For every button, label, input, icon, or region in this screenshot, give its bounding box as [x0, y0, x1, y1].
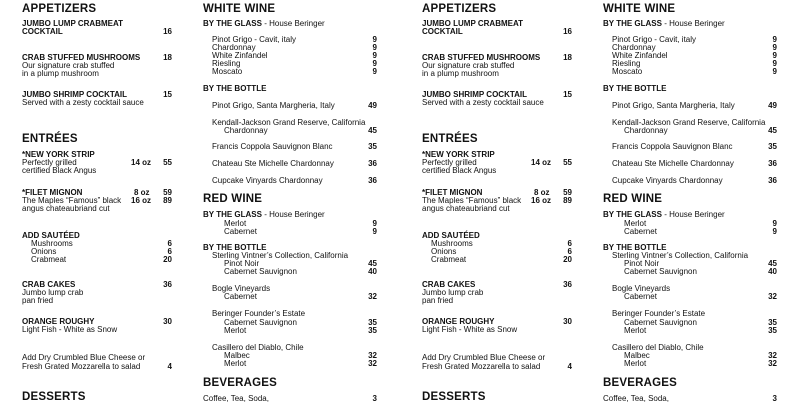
wine-price: 32 — [368, 359, 377, 368]
wine-price: 9 — [772, 35, 777, 44]
wine-price: 45 — [768, 259, 777, 268]
wine-item: Cabernet Sauvignon — [624, 267, 697, 276]
wine-price: 35 — [768, 326, 777, 335]
add-sauteed-price: 6 — [567, 247, 572, 256]
entree-name: *NEW YORK STRIP — [422, 150, 495, 159]
add-cheese-price: 4 — [567, 362, 572, 371]
entree-desc: Jumbo lump crab — [422, 288, 484, 297]
entree-price: 89 — [163, 196, 172, 205]
beverages-line: Coffee, Tea, Soda, — [603, 394, 669, 403]
by-bottle-label: BY THE BOTTLE — [603, 84, 667, 93]
beverages-price: 3 — [372, 394, 377, 403]
wine-price: 9 — [372, 43, 377, 52]
add-cheese-text: Add Dry Crumbled Blue Cheese or — [22, 353, 146, 362]
wine-price: 9 — [372, 51, 377, 60]
wine-price: 32 — [768, 292, 777, 301]
wine-item: Chardonnay — [212, 43, 256, 52]
entree-desc: angus chateaubriand cut — [422, 204, 510, 213]
wine-producer: Casillero del Diablo, Chile — [612, 343, 704, 352]
red-wine-heading: RED WINE — [203, 193, 263, 205]
entree-desc: The Maples “Famous” black — [422, 196, 522, 205]
wine-item: Merlot — [624, 219, 647, 228]
add-cheese-text: Fresh Grated Mozzarella to salad — [422, 362, 541, 371]
entree-price: 89 — [563, 196, 572, 205]
appetizers-heading: APPETIZERS — [22, 3, 97, 15]
entree-desc: Perfectly grilled — [22, 158, 77, 167]
wine-item: Malbec — [224, 351, 250, 360]
wine-price: 49 — [368, 101, 377, 110]
entree-desc: Jumbo lump crab — [22, 288, 84, 297]
wine-item: Cupcake Vinyards Chardonnay — [612, 176, 723, 185]
wine-item: Cabernet Sauvignon — [624, 318, 697, 327]
entree-size: 16 oz — [131, 196, 152, 205]
add-sauteed-item: Crabmeat — [31, 255, 67, 264]
appetizer-name: CRAB STUFFED MUSHROOMS — [422, 53, 541, 62]
wine-price: 9 — [772, 219, 777, 228]
beverages-heading: BEVERAGES — [603, 377, 678, 389]
by-glass-label: BY THE GLASS — [603, 210, 662, 219]
wine-price: 9 — [372, 59, 377, 68]
wine-item: Kendall-Jackson Grand Reserve, California — [212, 118, 366, 127]
wine-price: 32 — [368, 292, 377, 301]
entree-name: *NEW YORK STRIP — [22, 150, 95, 159]
by-glass-sub: - House Beringer — [261, 210, 325, 219]
add-sauteed-price: 6 — [567, 239, 572, 248]
wine-item: Chateau Ste Michelle Chardonnay — [612, 159, 734, 168]
wine-item: White Zinfandel — [212, 51, 268, 60]
entree-size: 14 oz — [531, 158, 552, 167]
by-glass-line — [603, 19, 725, 28]
appetizer-desc: Served with a zesty cocktail sauce — [22, 98, 144, 107]
beverages-price: 3 — [772, 394, 777, 403]
entree-name: *FILET MIGNON — [422, 188, 483, 197]
by-glass-line — [203, 210, 325, 219]
by-bottle-label: BY THE BOTTLE — [603, 243, 667, 252]
wine-item: Cabernet — [624, 292, 657, 301]
add-sauteed-price: 6 — [167, 239, 172, 248]
wine-item: Chateau Ste Michelle Chardonnay — [212, 159, 334, 168]
appetizer-name: COCKTAIL — [422, 27, 463, 36]
appetizer-desc: in a plump mushroom — [422, 69, 499, 78]
wine-price: 35 — [368, 326, 377, 335]
wine-price: 9 — [372, 219, 377, 228]
wine-price: 36 — [768, 159, 777, 168]
wine-item: Merlot — [224, 219, 247, 228]
add-sauteed-price: 6 — [167, 247, 172, 256]
entree-size: 8 oz — [534, 188, 550, 197]
entree-price: 30 — [163, 317, 172, 326]
wine-item: Moscato — [612, 67, 643, 76]
entree-desc: The Maples “Famous” black — [22, 196, 122, 205]
entree-desc: certified Black Angus — [22, 166, 97, 175]
wine-item: Francis Coppola Sauvignon Blanc — [212, 142, 333, 151]
entree-size: 16 oz — [531, 196, 552, 205]
entree-desc: Perfectly grilled — [422, 158, 477, 167]
by-glass-line — [203, 19, 325, 28]
entree-size: 14 oz — [131, 158, 152, 167]
wine-item: Chardonnay — [612, 43, 656, 52]
wine-producer: Beringer Founder’s Estate — [612, 309, 706, 318]
wine-item: Francis Coppola Sauvignon Blanc — [612, 142, 733, 151]
wine-item: Chardonnay — [224, 126, 268, 135]
wine-item: Chardonnay — [624, 126, 668, 135]
appetizer-price: 16 — [163, 27, 172, 36]
add-sauteed-item: Onions — [431, 247, 457, 256]
entree-name: CRAB CAKES — [22, 280, 76, 289]
wine-item: Pinot Noir — [624, 259, 660, 268]
wine-item: Riesling — [212, 59, 241, 68]
wine-item: Riesling — [612, 59, 641, 68]
wine-producer: Bogle Vineyards — [612, 284, 671, 293]
appetizer-desc: Our signature crab stuffed — [22, 61, 115, 70]
entree-price: 36 — [563, 280, 572, 289]
wine-item: Cabernet — [224, 227, 257, 236]
appetizer-price: 15 — [163, 90, 172, 99]
appetizer-price: 15 — [563, 90, 572, 99]
wine-price: 32 — [768, 351, 777, 360]
wine-item: Cabernet — [224, 292, 257, 301]
entree-desc: Light Fish - White as Snow — [22, 325, 118, 334]
wine-item: Pinot Grigo, Santa Margheria, Italy — [212, 101, 335, 110]
wine-price: 9 — [372, 35, 377, 44]
appetizer-name: CRAB STUFFED MUSHROOMS — [22, 53, 141, 62]
add-sauteed-item: Mushrooms — [31, 239, 73, 248]
entree-desc: Light Fish - White as Snow — [422, 325, 518, 334]
by-bottle-label: BY THE BOTTLE — [203, 243, 267, 252]
wine-price: 35 — [368, 142, 377, 151]
entree-price: 59 — [563, 188, 572, 197]
wine-price: 9 — [372, 67, 377, 76]
wine-price: 35 — [768, 318, 777, 327]
add-sauteed-heading: ADD SAUTÉED — [22, 231, 80, 240]
wine-item: Cabernet Sauvignon — [224, 318, 297, 327]
entree-name: *FILET MIGNON — [22, 188, 83, 197]
desserts-heading: DESSERTS — [22, 391, 86, 403]
appetizer-name: JUMBO SHRIMP COCKTAIL — [22, 90, 128, 99]
wine-price: 36 — [368, 176, 377, 185]
wine-price: 32 — [368, 351, 377, 360]
wine-price: 40 — [368, 267, 377, 276]
add-cheese-text: Add Dry Crumbled Blue Cheese or — [422, 353, 546, 362]
beverages-line: Coffee, Tea, Soda, — [203, 394, 269, 403]
wine-item: Pinot Grigo - Cavit, italy — [612, 35, 697, 44]
appetizer-desc: Our signature crab stuffed — [422, 61, 515, 70]
wine-price: 36 — [768, 176, 777, 185]
appetizer-name: JUMBO SHRIMP COCKTAIL — [422, 90, 528, 99]
appetizer-name: JUMBO LUMP CRABMEAT — [22, 19, 124, 28]
appetizer-desc: Served with a zesty cocktail sauce — [422, 98, 544, 107]
entree-name: ORANGE ROUGHY — [22, 317, 95, 326]
red-wine-heading: RED WINE — [603, 193, 663, 205]
wine-price: 49 — [768, 101, 777, 110]
beverages-heading: BEVERAGES — [203, 377, 278, 389]
wine-price: 9 — [772, 43, 777, 52]
wine-price: 45 — [768, 126, 777, 135]
by-glass-sub: - House Beringer — [661, 19, 725, 28]
entree-desc: pan fried — [22, 296, 54, 305]
add-sauteed-item: Crabmeat — [431, 255, 467, 264]
entree-price: 55 — [163, 158, 172, 167]
wine-producer: Beringer Founder’s Estate — [212, 309, 306, 318]
by-glass-label: BY THE GLASS — [603, 19, 662, 28]
appetizer-price: 18 — [163, 53, 172, 62]
wine-item: Pinot Noir — [224, 259, 260, 268]
entree-desc: certified Black Angus — [422, 166, 497, 175]
wine-producer: Sterling Vintner’s Collection, California — [212, 251, 349, 260]
appetizer-price: 16 — [563, 27, 572, 36]
wine-item: Merlot — [624, 326, 647, 335]
appetizer-desc: in a plump mushroom — [22, 69, 99, 78]
by-glass-line — [603, 210, 725, 219]
entree-name: CRAB CAKES — [422, 280, 476, 289]
add-cheese-text: Fresh Grated Mozzarella to salad — [22, 362, 141, 371]
add-sauteed-heading: ADD SAUTÉED — [422, 231, 480, 240]
wine-item: Pinot Grigo, Santa Margheria, Italy — [612, 101, 735, 110]
wine-item: Cabernet — [624, 227, 657, 236]
add-sauteed-item: Onions — [31, 247, 57, 256]
wine-item: Merlot — [224, 326, 247, 335]
entree-price: 55 — [563, 158, 572, 167]
wine-producer: Casillero del Diablo, Chile — [212, 343, 304, 352]
wine-price: 9 — [372, 227, 377, 236]
wine-price: 40 — [768, 267, 777, 276]
entree-price: 59 — [163, 188, 172, 197]
wine-item: Merlot — [624, 359, 647, 368]
entree-price: 36 — [163, 280, 172, 289]
entree-desc: angus chateaubriand cut — [22, 204, 110, 213]
add-sauteed-price: 20 — [163, 255, 172, 264]
by-glass-label: BY THE GLASS — [203, 19, 262, 28]
add-sauteed-price: 20 — [563, 255, 572, 264]
wine-price: 9 — [772, 67, 777, 76]
wine-producer: Bogle Vineyards — [212, 284, 271, 293]
white-wine-heading: WHITE WINE — [603, 3, 676, 15]
by-bottle-label: BY THE BOTTLE — [203, 84, 267, 93]
wine-price: 9 — [772, 51, 777, 60]
by-glass-sub: - House Beringer — [661, 210, 725, 219]
appetizers-heading: APPETIZERS — [422, 3, 497, 15]
wine-item: Pinot Grigo - Cavit, italy — [212, 35, 297, 44]
wine-item: White Zinfandel — [612, 51, 668, 60]
entree-desc: pan fried — [422, 296, 454, 305]
appetizer-name: JUMBO LUMP CRABMEAT — [422, 19, 524, 28]
desserts-heading: DESSERTS — [422, 391, 486, 403]
entrees-heading: ENTRÉES — [422, 133, 478, 145]
wine-item: Merlot — [224, 359, 247, 368]
wine-item: Cabernet Sauvignon — [224, 267, 297, 276]
entrees-heading: ENTRÉES — [22, 133, 78, 145]
menu-panel-right — [400, 0, 800, 403]
add-cheese-price: 4 — [167, 362, 172, 371]
by-glass-label: BY THE GLASS — [203, 210, 262, 219]
wine-price: 45 — [368, 126, 377, 135]
wine-price: 36 — [368, 159, 377, 168]
by-glass-sub: - House Beringer — [261, 19, 325, 28]
wine-price: 9 — [772, 227, 777, 236]
entree-name: ORANGE ROUGHY — [422, 317, 495, 326]
entree-price: 30 — [563, 317, 572, 326]
wine-price: 35 — [368, 318, 377, 327]
wine-producer: Sterling Vintner’s Collection, California — [612, 251, 749, 260]
white-wine-heading: WHITE WINE — [203, 3, 276, 15]
appetizer-name: COCKTAIL — [22, 27, 63, 36]
wine-item: Cupcake Vinyards Chardonnay — [212, 176, 323, 185]
wine-price: 45 — [368, 259, 377, 268]
wine-item: Moscato — [212, 67, 243, 76]
wine-item: Kendall-Jackson Grand Reserve, California — [612, 118, 766, 127]
wine-price: 35 — [768, 142, 777, 151]
add-sauteed-item: Mushrooms — [431, 239, 473, 248]
wine-item: Malbec — [624, 351, 650, 360]
wine-price: 32 — [768, 359, 777, 368]
wine-price: 9 — [772, 59, 777, 68]
appetizer-price: 18 — [563, 53, 572, 62]
entree-size: 8 oz — [134, 188, 150, 197]
